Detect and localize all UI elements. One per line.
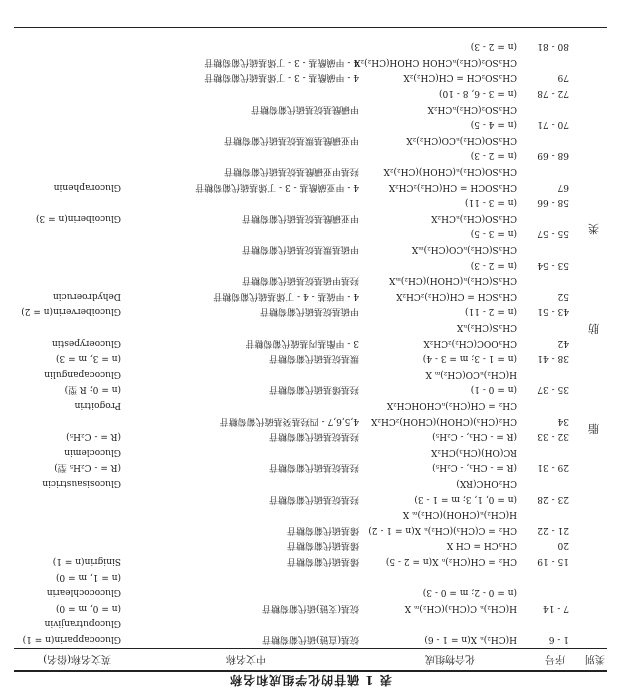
- row-serial: 34: [557, 415, 569, 426]
- row-chinese-name: 烷基(支链)硫代葡萄糖苷: [261, 602, 359, 613]
- row-chinese-name: 羟基甲亚磺酰基烷基硫代葡萄糖苷: [223, 166, 359, 176]
- row-english-name: Glucocapangulin: [44, 368, 121, 379]
- row-formula: (n = 3 - 5): [470, 228, 517, 239]
- row-serial: 58 - 66: [537, 197, 569, 208]
- row-formula: CH₃SO(CH₂)ₙCH₂X: [431, 212, 517, 223]
- table-title: 表 1 硫苷的化学组成和名称: [229, 673, 392, 687]
- header-category: 类别: [585, 653, 605, 664]
- row-serial: 55 - 57: [537, 228, 569, 239]
- row-serial: 15 - 19: [537, 556, 569, 566]
- row-formula: CH₃SO₂CH = CH(CH₂)₂X: [403, 72, 517, 83]
- row-formula: RC(OH)(CH₃)CH₂X: [430, 446, 517, 457]
- row-english-name: Glucosisaustricin: [42, 478, 121, 488]
- header-english: 英文名称(俗名): [43, 653, 111, 664]
- row-english-name: Glucocapparin(n = 1): [22, 634, 121, 644]
- row-formula: CH₃S(CH₂)ₙX: [456, 322, 517, 332]
- header-chinese: 中文名称: [226, 653, 266, 664]
- row-formula: (n = 0 - 2; m = 0 - 3): [422, 587, 517, 598]
- header-rule: [14, 648, 607, 649]
- row-english-name: (n = 0; R 型): [64, 384, 121, 395]
- row-chinese-name: 甲硫基烷基硫代葡萄糖苷: [259, 306, 359, 317]
- row-chinese-name: 烯基硫代葡萄糖苷: [286, 524, 359, 535]
- header-serial: 序号: [545, 653, 565, 664]
- row-chinese-name: 4 - 甲磺酰基 - 3 - 丁烯基硫代葡萄糖苷: [204, 56, 359, 67]
- row-serial: 38 - 41: [537, 353, 569, 364]
- row-serial: 52: [557, 290, 569, 301]
- row-formula: H(CH₂)ₙ(CHOH)(CH₂)ₘ X: [402, 509, 517, 520]
- row-formula: CH₃SO(CH₂)ₙ(CHOH)(CH₂)₂X: [383, 166, 517, 176]
- row-formula: CH₃CH = CH X: [446, 540, 517, 551]
- category-label: 类: [588, 222, 599, 235]
- row-formula: (n = 2 - 3): [470, 259, 517, 270]
- row-formula: CH₂ = CH(CH₂)ₙ X(n = 2 - 5): [385, 556, 517, 566]
- row-formula: CH₃SCH = CH(CH₂)₂CH₂X: [396, 290, 517, 301]
- row-formula: (R = - CH₃, - C₂H₅): [432, 431, 517, 442]
- row-formula: (R = - CH₃, - C₂H₅): [432, 462, 517, 473]
- row-chinese-name: 3 - 甲酯基丙基硫代葡萄糖苷: [245, 337, 359, 348]
- row-serial: 68 - 69: [537, 150, 569, 161]
- row-formula: CH₃SO₂(CH₂)ₙCHOH CHOH(CH₂)₂X: [354, 56, 517, 67]
- row-formula: CH₂ = CH(CH₂)ₙCHOHCH₂X: [386, 400, 517, 410]
- row-chinese-name: 羟基烯基硫代葡萄糖苷: [268, 384, 359, 395]
- row-english-name: Glucoiberin(n = 3): [35, 212, 121, 223]
- row-english-name: Glucoclemin: [64, 446, 121, 457]
- row-serial: 7 - 14: [543, 602, 569, 613]
- row-chinese-name: 甲亚磺酰基羰基烷基硫代葡萄糖苷: [223, 134, 359, 145]
- row-formula: H(CH₂)ₙ C(CH₃)(CH₂)ₘ X: [404, 602, 517, 613]
- row-formula: (n = 0 - 1): [470, 384, 517, 395]
- row-chinese-name: 烯基硫代葡萄糖苷: [286, 540, 359, 551]
- row-english-name: Glucoerypestin: [51, 337, 121, 348]
- row-english-name: Progoitrin: [74, 400, 121, 410]
- row-serial: 67: [557, 181, 569, 192]
- row-english-name: (R = - C₂H₅): [66, 431, 121, 442]
- header-formula: 化合物组成: [425, 653, 475, 664]
- row-english-name: Glucocochlearin: [46, 587, 121, 598]
- row-serial: 29 - 31: [537, 462, 569, 473]
- row-serial: 21 - 22: [537, 524, 569, 535]
- row-chinese-name: 甲硫基羰基烷基硫代葡萄糖苷: [241, 244, 359, 254]
- row-formula: CH₃SOCH = CH(CH₂)₂CH₂X: [388, 181, 517, 192]
- row-english-name: (n = 3, m = 3): [55, 353, 121, 364]
- row-chinese-name: 羟基甲硫基烷基硫代葡萄糖苷: [241, 275, 359, 286]
- row-chinese-name: 4 - 甲磺酰基 - 3 - 丁烯基硫代葡萄糖苷: [204, 72, 359, 83]
- row-chinese-name: 羟基烷基硫代葡萄糖苷: [268, 462, 359, 473]
- row-serial: 1 - 6: [548, 634, 569, 644]
- row-formula: CH₃OOC(CH₂)₂CH₂X: [423, 337, 517, 348]
- row-serial: 35 - 37: [537, 384, 569, 395]
- row-formula: CH₃SO₂(CH₂)ₙCH₂X: [427, 103, 517, 114]
- row-english-name: Dehydroerucin: [52, 290, 121, 301]
- row-formula: H(CH₂)ₙCO(CH₂)ₘ X: [425, 368, 517, 379]
- row-english-name: Glucoputranjivin: [44, 618, 121, 629]
- row-chinese-name: 羟基烷基硫代葡萄糖苷: [268, 431, 359, 442]
- row-chinese-name: 羰基烷基硫代葡萄糖苷: [268, 353, 359, 364]
- row-formula: CH₃SO(CH₂)ₙCO(CH₂)₂X: [406, 134, 517, 145]
- row-serial: 42: [557, 337, 569, 348]
- row-chinese-name: 烯基硫代葡萄糖苷: [286, 556, 359, 566]
- row-formula: (n = 2 - 11): [464, 306, 517, 317]
- row-serial: 80 - 81: [537, 41, 569, 52]
- row-formula: CH₂ = C(CH₃)(CH₂)ₙ X(n = 1 - 2): [368, 524, 517, 535]
- row-formula: (n = 0, 1, 3; m = 1 - 3): [414, 493, 517, 504]
- category-label: 肪: [588, 322, 599, 335]
- row-chinese-name: 4 - 甲亚磺酰基 - 3 - 丁烯基硫代葡萄糖苷: [195, 181, 359, 192]
- row-formula: CH₃S(CH₂)ₙ(CHOH)(CH₂)ₘX: [388, 275, 517, 286]
- row-serial: 20: [557, 540, 569, 551]
- row-chinese-name: 甲磺酰基烷基硫代葡萄糖苷: [250, 103, 359, 114]
- row-formula: H(CH₂)ₙ X(n = 1 - 6): [424, 634, 517, 644]
- row-english-name: (n = 1, m = 0): [55, 571, 121, 582]
- row-english-name: Glucoiberverin(n = 2): [21, 306, 121, 317]
- bottom-rule: [14, 27, 607, 28]
- row-serial: 43 - 51: [537, 306, 569, 317]
- row-chinese-name: 4 - 甲硫基 - 4 - 丁烯基硫代葡萄糖苷: [213, 290, 359, 301]
- row-formula: (n = 3 - 6, 8 - 10): [439, 88, 517, 98]
- row-serial: 53 - 54: [537, 259, 569, 270]
- row-formula: CH₂OHC(RX): [456, 478, 517, 488]
- row-chinese-name: 烷基(直链)硫代葡萄糖苷: [261, 634, 359, 644]
- row-formula: CH₂(CH₃)(CHOH)(CHOH)₂CH₂X: [370, 415, 517, 426]
- row-english-name: (n = 0, m = 0): [55, 602, 121, 613]
- row-serial: 32 - 33: [537, 431, 569, 442]
- row-formula: (n = 1 - 3; m = 3 - 4): [422, 353, 517, 364]
- row-formula: (n = 4 - 5): [470, 119, 517, 130]
- row-formula: (n = 2 - 3): [470, 41, 517, 52]
- row-chinese-name: 甲亚磺酰基烷基硫代葡萄糖苷: [241, 212, 359, 223]
- row-english-name: Sinigrin(n = 1): [52, 556, 121, 566]
- row-serial: 70 - 71: [537, 119, 569, 130]
- top-rule: [14, 670, 607, 672]
- row-serial: 72 - 78: [537, 88, 569, 98]
- row-formula: (n = 2 - 3): [470, 150, 517, 161]
- row-english-name: (R = - C₂H₅ 型): [54, 462, 121, 473]
- category-label: 脂: [588, 422, 599, 435]
- row-serial: 79: [557, 72, 569, 83]
- row-serial: 23 - 28: [537, 493, 569, 504]
- row-formula: CH₃S(CH₂)ₙCO(CH₂)ₘX: [411, 244, 517, 254]
- row-formula: (n = 3 - 11): [464, 197, 517, 208]
- row-chinese-name: 4,5,6,7 - 四羟基癸基硫代葡萄糖苷: [219, 415, 359, 426]
- row-chinese-name: 羟基烷基硫代葡萄糖苷: [268, 493, 359, 504]
- row-english-name: Glucoraphenin: [53, 181, 121, 192]
